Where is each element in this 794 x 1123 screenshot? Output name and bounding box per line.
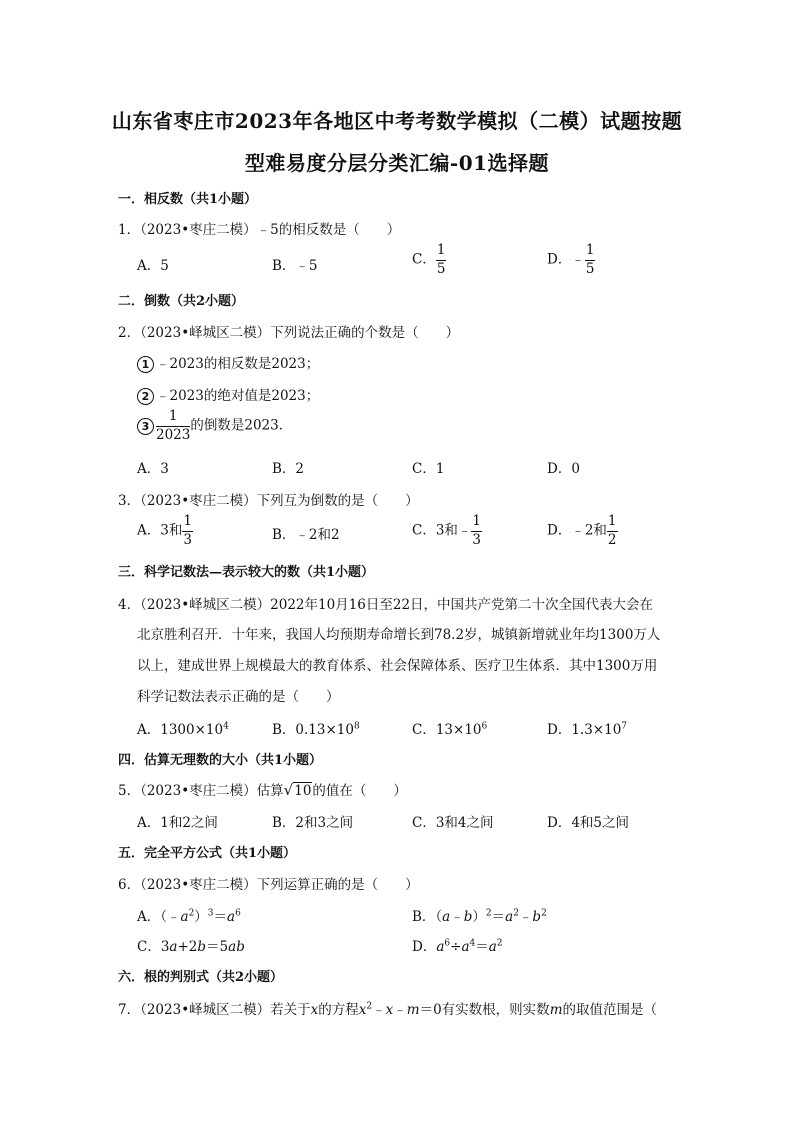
question-4-line1: 4．（2023•峄城区二模）2022年10月16日至22日，中国共产党第二十次全国代表大会在 (118, 597, 654, 613)
denominator: 5 (585, 260, 595, 277)
variable: m (549, 1002, 563, 1018)
variable: x (385, 1002, 394, 1018)
document-title-line2: 型难易度分层分类汇编-01选择题 (244, 151, 550, 175)
exponent: 8 (353, 721, 360, 732)
exponent: 3 (207, 908, 214, 919)
question-3-option-c (412, 515, 482, 547)
exponent: 2 (541, 908, 547, 919)
question-2-statement-3 (137, 410, 292, 442)
stem-text: ﹣ (372, 1002, 386, 1018)
option-text: ） (194, 909, 208, 925)
option-label: D．﹣ (547, 251, 585, 268)
section-heading: 六．根的判别式（共2小题） (118, 970, 284, 985)
statement-text: 的倒数是2023． (190, 417, 293, 434)
question-6-option-c (137, 935, 245, 955)
question-2-statement-1 (137, 352, 319, 373)
stem-text: 7．（2023•峄城区二模）若关于 (118, 1002, 311, 1018)
variable: m (406, 1002, 420, 1018)
question-6-option-b (412, 905, 547, 925)
option-text: B．0.13×10 (272, 722, 354, 738)
question-2-option-d: D．0 (547, 461, 580, 477)
question-4-line4: 科学记数法表示正确的是（ ） (137, 689, 340, 705)
option-text: D．1.3×10 (547, 722, 622, 738)
question-5-option-a: A．1和2之间 (137, 815, 218, 831)
numerator: 1 (585, 244, 596, 261)
option-text: ﹣ (450, 909, 464, 925)
numerator: 1 (156, 410, 190, 427)
exponent: 2 (513, 908, 519, 919)
variable: a (461, 939, 470, 955)
circled-number-icon: 2 (137, 388, 154, 405)
question-2-option-b: B．2 (272, 461, 305, 477)
variable: a (442, 909, 451, 925)
stem-text: 5．（2023•枣庄二模）估算 (118, 783, 284, 799)
fraction (436, 244, 447, 276)
variable: a (180, 909, 189, 925)
exponent: 6 (235, 908, 241, 919)
variable: a (169, 939, 178, 955)
fraction (471, 515, 482, 547)
question-2-stem: 2．（2023•峄城区二模）下列说法正确的个数是（ ） (118, 325, 460, 341)
option-text: +2 (177, 939, 198, 955)
question-6-option-d (412, 935, 503, 955)
variable: x (310, 1002, 319, 1018)
question-2-option-a: A．3 (137, 461, 169, 477)
variable: b (463, 909, 473, 925)
option-text: ÷ (450, 939, 462, 955)
fraction (607, 515, 618, 547)
fraction (156, 410, 190, 442)
variable: ab (228, 939, 245, 955)
variable: b (197, 939, 207, 955)
question-5-option-d: D．4和5之间 (547, 815, 630, 831)
section-heading: 三．科学记数法—表示较大的数（共1小题） (118, 565, 375, 580)
question-1-option-b: B．﹣5 (272, 258, 318, 274)
exponent: 7 (621, 721, 628, 732)
question-4-option-b (272, 718, 360, 738)
variable: a (227, 909, 236, 925)
question-3-option-d (547, 515, 618, 547)
exponent: 6 (444, 938, 451, 949)
option-text: ） (472, 909, 486, 925)
exponent: 6 (481, 721, 488, 732)
numerator: 1 (607, 515, 618, 532)
section-heading: 二．倒数（共2小题） (118, 294, 245, 309)
question-7-stem (118, 998, 657, 1018)
option-text: A．1300×10 (137, 722, 224, 738)
question-4-line2: 北京胜利召开．十年来，我国人均预期寿命增长到78.2岁，城镇新增就业年均1300万人 (137, 627, 661, 643)
numerator: 1 (436, 244, 447, 261)
option-text: ＝ (213, 909, 228, 925)
section-heading: 五．完全平方公式（共1小题） (118, 846, 297, 861)
denominator: 3 (472, 531, 482, 548)
question-4-option-a (137, 718, 229, 738)
stem-text: ＝0有实数根，则实数 (419, 1002, 550, 1018)
question-5-option-c: C．3和4之间 (412, 815, 494, 831)
question-5-option-b: B．2和3之间 (272, 815, 354, 831)
question-2-option-c: C．1 (412, 461, 445, 477)
statement-text: ﹣2023的绝对值是2023； (156, 388, 320, 404)
variable: a (505, 909, 514, 925)
radicand: 10 (294, 783, 312, 799)
document-title-line1: 山东省枣庄市2023年各地区中考考数学模拟（二模）试题按题 (111, 109, 683, 133)
question-3-option-b: B．﹣2和2 (272, 527, 340, 543)
question-1-option-d (547, 244, 595, 276)
numerator: 1 (471, 515, 482, 532)
option-label: D． (412, 939, 437, 955)
option-label: C． (412, 251, 436, 268)
exponent: 2 (485, 908, 492, 919)
question-5-stem (118, 779, 407, 799)
fraction (182, 515, 193, 547)
question-1-option-a: A．5 (137, 258, 169, 274)
option-label: C．3和﹣ (412, 522, 472, 539)
option-text: C．13×10 (412, 722, 482, 738)
question-1-stem: 1．（2023•枣庄二模）﹣5的相反数是（ ） (118, 222, 401, 238)
option-text: ＝5 (206, 939, 229, 955)
question-6-option-a (137, 905, 241, 925)
option-text: ﹣ (518, 909, 533, 925)
circled-number-icon: 3 (137, 418, 154, 435)
variable: b (532, 909, 542, 925)
denominator: 2 (607, 531, 617, 548)
section-heading: 四．估算无理数的大小（共1小题） (118, 753, 323, 768)
option-label: A．（﹣ (137, 909, 181, 925)
stem-text: 的取值范围是（ (562, 1002, 657, 1018)
denominator: 5 (436, 260, 446, 277)
option-text: ＝ (491, 909, 506, 925)
option-label: A．3和 (137, 522, 183, 539)
section-heading: 一．相反数（共1小题） (118, 192, 258, 207)
option-text: ＝ (475, 939, 489, 955)
stem-text: 的方程 (318, 1002, 359, 1018)
option-label: C．3 (137, 939, 170, 955)
stem-text: 的值在（ ） (312, 783, 407, 799)
question-4-line3: 以上，建成世界上规模最大的教育体系、社会保障体系、医疗卫生体系．其中1300万用 (137, 658, 658, 674)
denominator: 2023 (156, 426, 191, 443)
question-3-option-a (137, 515, 193, 547)
circled-number-icon: 1 (137, 356, 154, 373)
variable: x (358, 1002, 367, 1018)
stem-text: ﹣ (393, 1002, 407, 1018)
question-4-option-c (412, 718, 487, 738)
exponent: 2 (188, 908, 195, 919)
numerator: 1 (182, 515, 193, 532)
radical-sign-icon: √ (283, 781, 294, 799)
question-1-option-c (412, 244, 446, 276)
exponent: 2 (366, 1001, 373, 1012)
option-label: B．（ (412, 909, 443, 925)
fraction (585, 244, 596, 276)
question-2-statement-2 (137, 384, 319, 405)
exponent: 4 (223, 721, 229, 732)
denominator: 3 (183, 531, 192, 548)
exponent: 2 (496, 938, 503, 949)
question-6-stem: 6．（2023•枣庄二模）下列运算正确的是（ ） (118, 877, 419, 893)
variable: a (488, 939, 497, 955)
statement-text: ﹣2023的相反数是2023； (156, 356, 320, 372)
exponent: 4 (469, 938, 476, 949)
variable: a (436, 939, 445, 955)
question-4-option-d (547, 718, 627, 738)
option-label: D．﹣2和 (547, 522, 607, 539)
question-3-stem: 3．（2023•枣庄二模）下列互为倒数的是（ ） (118, 493, 419, 509)
